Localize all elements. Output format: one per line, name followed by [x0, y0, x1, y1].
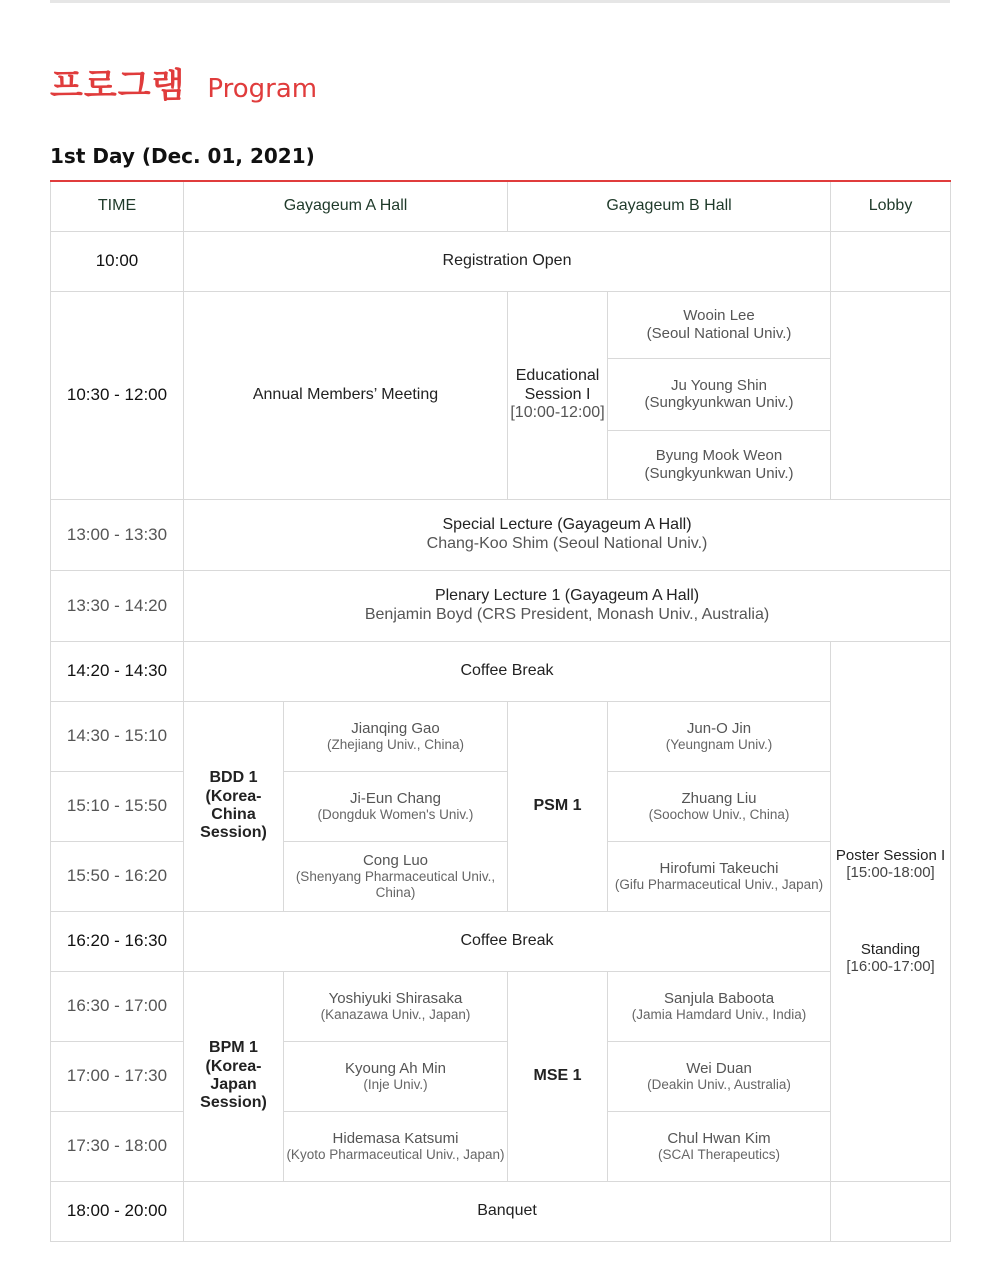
talk-cell — [284, 1111, 508, 1181]
time-cell: 14:20 - 14:30 — [51, 641, 184, 701]
poster-session-time: [15:00-18:00] — [846, 863, 935, 881]
speaker-affiliation: (Soochow Univ., China) — [648, 806, 790, 822]
talk-cell — [284, 841, 508, 911]
speaker-cell — [608, 358, 831, 430]
time-cell: 16:30 - 17:00 — [51, 971, 184, 1041]
talk-cell — [284, 701, 508, 771]
row-banquet — [51, 1181, 951, 1241]
coffee-break-cell: Coffee Break — [184, 641, 831, 701]
members-meeting-cell: Annual Members’ Meeting — [184, 291, 508, 499]
time-cell: 14:30 - 15:10 — [51, 701, 184, 771]
row-block1-slot1 — [51, 701, 951, 771]
edu-session-time: [10:00-12:00] — [510, 404, 605, 422]
row-members-1 — [51, 291, 951, 358]
row-registration — [51, 231, 951, 291]
time-cell: 17:00 - 17:30 — [51, 1041, 184, 1111]
speaker-name: Kyoung Ah Min — [345, 1059, 446, 1077]
time-cell: 10:30 - 12:00 — [51, 291, 184, 499]
special-lecture-speaker: Chang-Koo Shim (Seoul National Univ.) — [426, 534, 708, 552]
time-cell: 18:00 - 20:00 — [51, 1181, 184, 1241]
time-cell: 17:30 - 18:00 — [51, 1111, 184, 1181]
row-special-lecture — [51, 499, 951, 570]
plenary-lecture-cell — [184, 570, 951, 641]
speaker-name: Wei Duan — [686, 1059, 752, 1077]
talk-cell — [608, 771, 831, 841]
special-lecture-title: Special Lecture (Gayageum A Hall) — [442, 516, 692, 534]
session-mse1-cell: MSE 1 — [508, 971, 608, 1181]
standing-time: [16:00-17:00] — [846, 958, 935, 976]
edu-session-cell — [508, 291, 608, 499]
col-hall-b: Gayageum B Hall — [508, 181, 831, 231]
speaker-affiliation: (Zhejiang Univ., China) — [326, 736, 465, 752]
speaker-name: Hirofumi Takeuchi — [659, 859, 779, 877]
session-bdd1-cell: BDD 1 (Korea-China Session) — [184, 701, 284, 911]
page-title-korean: 프로그램 — [50, 66, 186, 106]
speaker-name: Ji-Eun Chang — [350, 789, 441, 807]
row-plenary-lecture — [51, 570, 951, 641]
speaker-affiliation: (Sungkyunkwan Univ.) — [644, 464, 794, 482]
col-time: TIME — [51, 181, 184, 231]
session-psm1-cell: PSM 1 — [508, 701, 608, 911]
speaker-affiliation: (Jamia Hamdard Univ., India) — [631, 1006, 807, 1022]
speaker-name: Sanjula Baboota — [663, 989, 775, 1007]
poster-session-title: Poster Session I — [835, 846, 946, 864]
speaker-cell — [608, 291, 831, 358]
speaker-affiliation: (Deakin Univ., Australia) — [647, 1076, 791, 1092]
speaker-name: Byung Mook Weon — [655, 447, 783, 465]
speaker-name: Jun-O Jin — [686, 719, 752, 737]
top-divider — [50, 0, 950, 3]
speaker-name: Ju Young Shin — [671, 376, 767, 394]
speaker-name: Cong Luo — [362, 851, 429, 869]
speaker-name: Hidemasa Katsumi — [332, 1129, 459, 1147]
col-lobby: Lobby — [831, 181, 951, 231]
talk-cell — [608, 971, 831, 1041]
lobby-empty — [831, 291, 951, 499]
page-title-english: Program — [207, 74, 318, 104]
plenary-lecture-title: Plenary Lecture 1 (Gayageum A Hall) — [434, 587, 700, 605]
speaker-name: Jianqing Gao — [351, 719, 440, 737]
speaker-affiliation: (Shenyang Pharmaceutical Univ., China) — [295, 869, 496, 900]
plenary-lecture-speaker: Benjamin Boyd (CRS President, Monash Univ., Australia) — [364, 605, 770, 623]
page-heading — [50, 58, 317, 107]
speaker-affiliation: (Kanazawa Univ., Japan) — [320, 1006, 471, 1022]
registration-cell: Registration Open — [184, 231, 831, 291]
special-lecture-cell — [184, 499, 951, 570]
talk-cell — [284, 1041, 508, 1111]
time-cell: 13:30 - 14:20 — [51, 570, 184, 641]
time-cell: 15:50 - 16:20 — [51, 841, 184, 911]
row-block2-slot1 — [51, 971, 951, 1041]
speaker-affiliation: (Seoul National Univ.) — [646, 324, 792, 342]
speaker-cell — [608, 430, 831, 499]
speaker-name: Zhuang Liu — [681, 789, 757, 807]
row-coffee-break-2 — [51, 911, 951, 971]
banquet-cell: Banquet — [184, 1181, 831, 1241]
talk-cell — [608, 1111, 831, 1181]
speaker-name: Yoshiyuki Shirasaka — [328, 989, 463, 1007]
day-title: 1st Day (Dec. 01, 2021) — [50, 144, 315, 168]
speaker-name: Wooin Lee — [683, 307, 755, 325]
time-cell: 13:00 - 13:30 — [51, 499, 184, 570]
talk-cell — [608, 1041, 831, 1111]
talk-cell — [284, 971, 508, 1041]
time-cell: 10:00 — [51, 231, 184, 291]
talk-cell — [608, 841, 831, 911]
speaker-affiliation: (Yeungnam Univ.) — [665, 736, 773, 752]
row-coffee-break-1 — [51, 641, 951, 701]
coffee-break-cell: Coffee Break — [184, 911, 831, 971]
standing-title: Standing — [860, 941, 921, 958]
speaker-affiliation: (Sungkyunkwan Univ.) — [644, 394, 794, 411]
program-table — [50, 180, 951, 1242]
col-hall-a: Gayageum A Hall — [184, 181, 508, 231]
speaker-affiliation: (Inje Univ.) — [363, 1076, 428, 1092]
session-bpm1-cell: BPM 1 (Korea-Japan Session) — [184, 971, 284, 1181]
speaker-affiliation: (Gifu Pharmaceutical Univ., Japan) — [614, 876, 824, 892]
talk-cell — [284, 771, 508, 841]
speaker-name: Chul Hwan Kim — [667, 1129, 771, 1147]
speaker-affiliation: (Kyoto Pharmaceutical Univ., Japan) — [286, 1146, 505, 1162]
time-cell: 16:20 - 16:30 — [51, 911, 184, 971]
lobby-poster-cell — [831, 641, 951, 1181]
speaker-affiliation: (Dongduk Women's Univ.) — [317, 806, 474, 822]
talk-cell — [608, 701, 831, 771]
lobby-empty — [831, 1181, 951, 1241]
lobby-empty — [831, 231, 951, 291]
edu-session-title: Educational Session I — [515, 367, 600, 403]
time-cell: 15:10 - 15:50 — [51, 771, 184, 841]
header-row — [51, 181, 951, 231]
speaker-affiliation: (SCAI Therapeutics) — [657, 1146, 781, 1162]
